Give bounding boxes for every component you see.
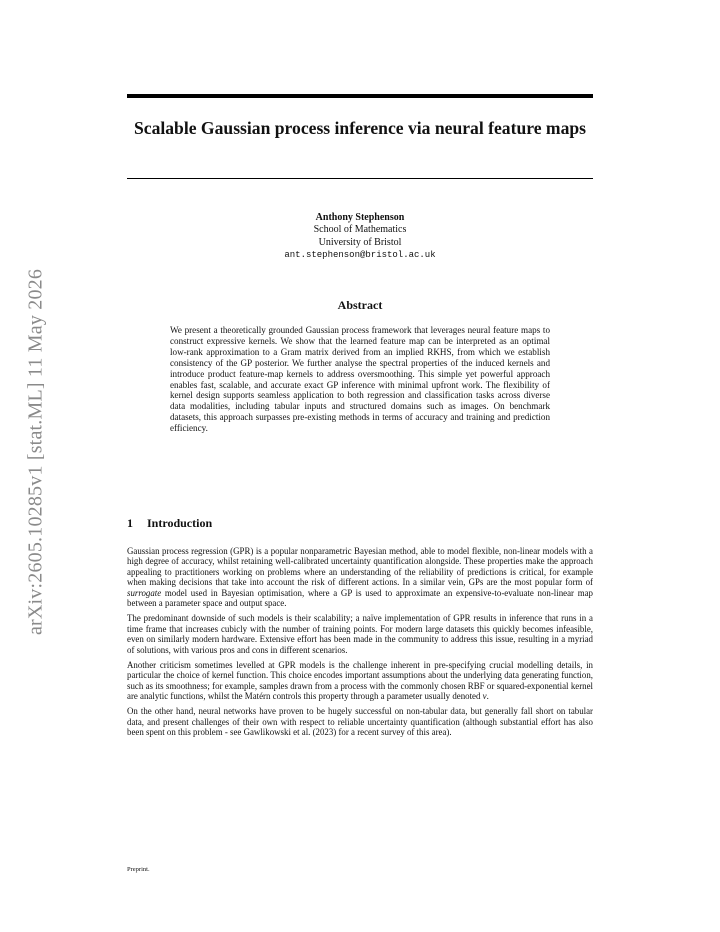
intro-paragraph-2: [127, 613, 593, 655]
author-email: ant.stephenson@bristol.ac.uk: [284, 250, 436, 261]
paper-title: Scalable Gaussian process inference via neural feature maps: [133, 118, 587, 138]
paragraph-text: On the other hand, neural networks have proven to be hugely successful on non-tabular data, but generally fall short on tabular data, and present challenges of their own with respect to reliable uncertainty quantification (although substantial effort has also been spent on this problem - see Gawlikowski et al. (2023) for a recent survey of this area).: [127, 706, 593, 738]
paragraph-text: Another criticism sometimes levelled at GPR models is the challenge inherent in pre-specifying crucial modelling details, in particular the choice of kernel function. This choice encodes important assumptions about the underlying data generating function, such as its smoothness; for example, samples drawn from a process with the commonly chosen RBF or squared-exponential kernel are analytic functions, whilst the Matérn controls this property through a parameter usually denoted: [127, 659, 593, 702]
title-top-rule: [127, 94, 593, 98]
section-heading: [127, 516, 593, 531]
introduction-body: [127, 546, 593, 742]
preprint-footer: Preprint.: [127, 866, 150, 873]
paragraph-text: model used in Bayesian optimisation, where a GP is used to approximate an expensive-to-evaluate non-linear map between a parameter space and output space.: [127, 587, 593, 609]
intro-paragraph-1: [127, 546, 593, 609]
section-number: 1: [127, 516, 133, 530]
section-title: Introduction: [147, 516, 213, 530]
author-block: [127, 212, 593, 262]
abstract-heading: Abstract: [337, 298, 383, 312]
paragraph-text: Gaussian process regression (GPR) is a popular nonparametric Bayesian method, able to model flexible, non-linear models with a high degree of accuracy, whilst retaining well-calibrated uncertainty quantification alongside. These properties make the approach appealing to practitioners working on problems where an understanding of the reliability of predictions is critical, for example when making decisions that take into account the risk of different actions. In a similar vein, GPs are the most popular form of: [127, 546, 593, 588]
paragraph-text: The predominant downside of such models is their scalability; a naïve implementation of GPR results in inference that runs in a time frame that increases cubicly with the number of training points. For modern large datasets this quickly becomes infeasible, even on similarly modern hardware. Extensive effort has been made in the community to address this issue, resulting in a myriad of solutions, with various pros and cons in different scenarios.: [127, 613, 593, 655]
title-bottom-rule: [127, 178, 593, 179]
author-institution: University of Bristol: [318, 236, 402, 248]
intro-paragraph-4: [127, 706, 593, 737]
arxiv-identifier-stamp: arXiv:2605.10285v1 [stat.ML] 11 May 2026: [24, 268, 47, 636]
emphasis-text: surrogate: [127, 587, 162, 598]
intro-paragraph-3: [127, 660, 593, 702]
abstract-text: We present a theoretically grounded Gaussian process framework that leverages neural feature maps to construct expressive kernels. We show that the learned feature map can be interpreted as an optimal low-rank approximation to a Gram matrix derived from an implied RKHS, from which we establish consistency of the GP posterior. We further analyse the spectral properties of the induced kernels and introduce product feature-map kernels to address oversmoothing. This simple yet powerful approach enables fast, scalable, and accurate exact GP inference with minimal upfront work. The flexibility of kernel design supports seamless application to both regression and classification tasks across diverse data modalities, including tabular inputs and structured domains such as images. On benchmark datasets, this approach surpasses pre-existing methods in terms of accuracy and training and prediction efficiency.: [170, 325, 550, 434]
emphasis-text: ν: [482, 691, 487, 702]
author-name: Anthony Stephenson: [315, 212, 405, 223]
paragraph-text: .: [486, 691, 489, 702]
author-department: School of Mathematics: [313, 224, 407, 236]
